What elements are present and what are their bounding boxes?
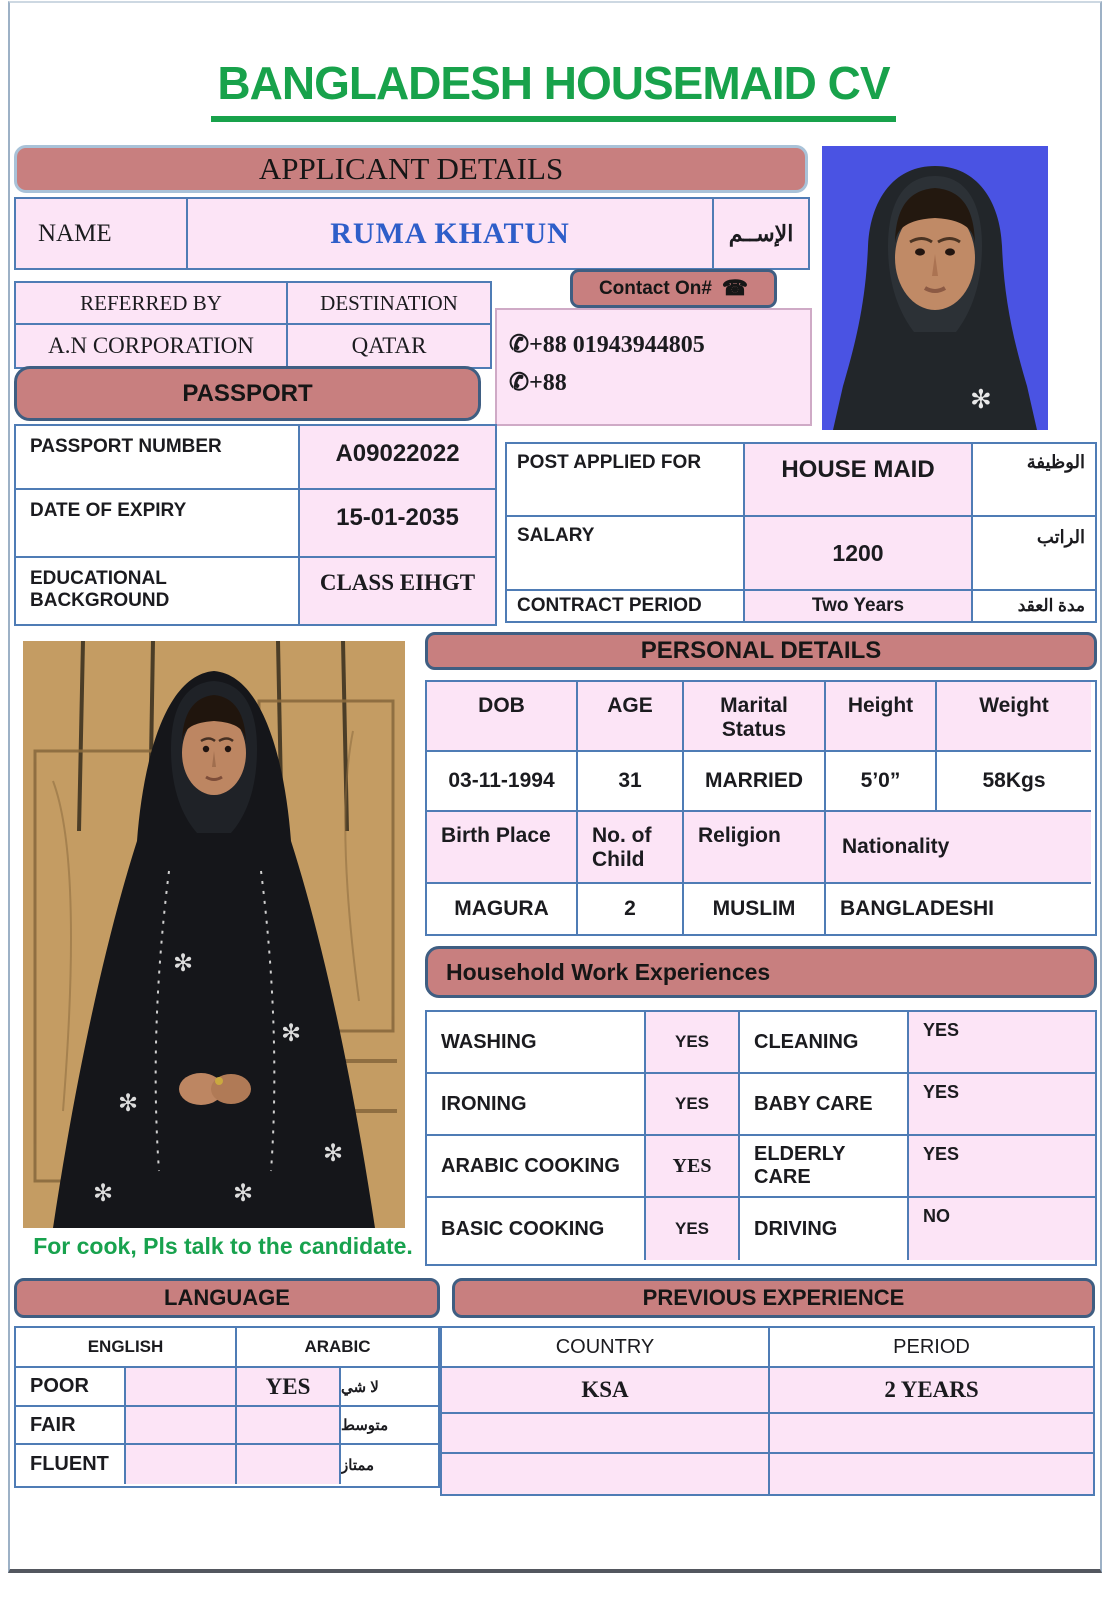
fluent-english-value bbox=[126, 1445, 237, 1484]
period-column-header: PERIOD bbox=[770, 1328, 1093, 1368]
expiry-label: DATE OF EXPIRY bbox=[16, 490, 300, 558]
driving-label: DRIVING bbox=[740, 1198, 909, 1260]
poor-arabic-label: لا شي bbox=[341, 1368, 438, 1407]
contact-bar bbox=[570, 269, 777, 308]
period-value-2 bbox=[770, 1414, 1093, 1454]
height-value: 5’0” bbox=[826, 752, 937, 812]
telephone-icon: ☎ bbox=[721, 277, 749, 300]
phone-number-1: +88 01943944805 bbox=[529, 332, 705, 358]
country-value-3 bbox=[442, 1454, 770, 1494]
age-header: AGE bbox=[578, 682, 684, 752]
previous-experience-table bbox=[440, 1326, 1095, 1496]
english-column-header: ENGLISH bbox=[16, 1328, 237, 1368]
washing-label: WASHING bbox=[427, 1012, 646, 1074]
name-table bbox=[14, 197, 810, 270]
nationality-value: BANGLADESHI bbox=[840, 897, 995, 920]
height-header: Height bbox=[826, 682, 937, 752]
driving-value: NO bbox=[909, 1198, 1095, 1260]
salary-label-arabic: الراتب bbox=[973, 517, 1095, 591]
contract-period-label: CONTRACT PERIOD bbox=[507, 591, 745, 621]
fair-english-value bbox=[126, 1407, 237, 1445]
fluent-arabic-value bbox=[237, 1445, 341, 1484]
svg-text:✻: ✻ bbox=[281, 1020, 302, 1047]
baby-care-label: BABY CARE bbox=[740, 1074, 909, 1136]
period-value-3 bbox=[770, 1454, 1093, 1494]
applicant-details-header bbox=[14, 145, 808, 193]
salary-label: SALARY bbox=[507, 517, 745, 591]
contract-period-value: Two Years bbox=[745, 591, 973, 621]
phone-box bbox=[495, 308, 812, 426]
basic-cooking-label: BASIC COOKING bbox=[427, 1198, 646, 1260]
personal-table bbox=[425, 680, 1097, 936]
country-column-header: COUNTRY bbox=[442, 1328, 770, 1368]
cook-note: For cook, Pls talk to the candidate. bbox=[33, 1233, 413, 1259]
fluent-label: FLUENT bbox=[16, 1445, 126, 1484]
work-experience-title: Household Work Experiences bbox=[446, 958, 771, 985]
no-of-child-header: No. of Child bbox=[578, 812, 684, 884]
work-table bbox=[425, 1010, 1097, 1266]
elderly-care-value: YES bbox=[909, 1136, 1095, 1198]
passport-number-label: PASSPORT NUMBER bbox=[16, 426, 300, 490]
no-of-child-value: 2 bbox=[578, 884, 684, 934]
education-label: EDUCATIONAL BACKGROUND bbox=[16, 558, 300, 624]
phone-receiver-icon: ✆ bbox=[509, 332, 530, 358]
contact-label: Contact On# bbox=[598, 277, 712, 299]
svg-text:✻: ✻ bbox=[118, 1090, 139, 1117]
arabic-column-header: ARABIC bbox=[237, 1328, 438, 1368]
contract-period-label-arabic: مدة العقد bbox=[1017, 596, 1085, 615]
post-applied-value: HOUSE MAID bbox=[745, 444, 973, 517]
marital-status-header: Marital Status bbox=[684, 682, 826, 752]
post-applied-label-arabic: الوظيفة bbox=[973, 444, 1095, 517]
applicant-details-title: APPLICANT DETAILS bbox=[258, 151, 564, 186]
arabic-cooking-label: ARABIC COOKING bbox=[427, 1136, 646, 1198]
destination-label: DESTINATION bbox=[288, 283, 490, 325]
weight-header: Weight bbox=[937, 682, 1091, 752]
name-value: RUMA KHATUN bbox=[188, 199, 714, 268]
salary-value: 1200 bbox=[745, 517, 973, 591]
arabic-cooking-value: YES bbox=[646, 1136, 740, 1198]
svg-text:✻: ✻ bbox=[173, 950, 194, 977]
age-value: 31 bbox=[578, 752, 684, 812]
religion-value: MUSLIM bbox=[684, 884, 826, 934]
name-label-arabic: الإســم bbox=[728, 220, 794, 246]
phone-receiver-icon-2: ✆ bbox=[509, 370, 530, 396]
phone-line-1 bbox=[509, 326, 810, 364]
passport-number-value: A09022022 bbox=[300, 426, 495, 490]
page-title: BANGLADESH HOUSEMAID CV bbox=[211, 56, 895, 122]
personal-details-header bbox=[425, 632, 1097, 670]
expiry-value: 15-01-2035 bbox=[300, 490, 495, 558]
previous-experience-title: PREVIOUS EXPERIENCE bbox=[642, 1285, 905, 1310]
language-header bbox=[14, 1278, 440, 1318]
portrait-photo bbox=[822, 146, 1048, 430]
title-wrap bbox=[0, 56, 1107, 122]
previous-experience-header bbox=[452, 1278, 1095, 1318]
ironing-label: IRONING bbox=[427, 1074, 646, 1136]
elderly-care-label: ELDERLY CARE bbox=[740, 1136, 909, 1198]
weight-value: 58Kgs bbox=[937, 752, 1091, 812]
destination-value: QATAR bbox=[351, 333, 427, 358]
post-applied-label: POST APPLIED FOR bbox=[507, 444, 745, 517]
washing-value: YES bbox=[646, 1012, 740, 1074]
name-label: NAME bbox=[16, 199, 188, 268]
passport-header bbox=[14, 366, 481, 421]
nationality-header: Nationality bbox=[826, 812, 1091, 884]
job-table bbox=[505, 442, 1097, 623]
phone-line-2 bbox=[509, 364, 810, 402]
cleaning-label: CLEANING bbox=[740, 1012, 909, 1074]
education-value: CLASS EIHGT bbox=[300, 558, 495, 624]
dob-header: DOB bbox=[427, 682, 578, 752]
fluent-arabic-label: ممتاز bbox=[341, 1456, 375, 1474]
cleaning-value: YES bbox=[909, 1012, 1095, 1074]
personal-details-title: PERSONAL DETAILS bbox=[640, 637, 882, 664]
country-value-1: KSA bbox=[442, 1368, 770, 1414]
svg-text:✻: ✻ bbox=[233, 1180, 254, 1207]
fair-arabic-value bbox=[237, 1407, 341, 1445]
fair-label: FAIR bbox=[16, 1407, 126, 1445]
dress-star-accent: ✻ bbox=[970, 384, 992, 414]
dob-value: 03-11-1994 bbox=[427, 752, 578, 812]
full-body-photo bbox=[23, 641, 405, 1228]
referral-table bbox=[14, 281, 492, 369]
religion-header: Religion bbox=[684, 812, 826, 884]
basic-cooking-value: YES bbox=[646, 1198, 740, 1260]
fair-arabic-label: متوسط bbox=[341, 1407, 438, 1445]
referred-by-label: REFERRED BY bbox=[16, 283, 288, 325]
phone-number-2: +88 bbox=[529, 370, 567, 396]
ring bbox=[215, 1077, 223, 1085]
birth-place-value: MAGURA bbox=[427, 884, 578, 934]
baby-care-value: YES bbox=[909, 1074, 1095, 1136]
poor-label: POOR bbox=[16, 1368, 126, 1407]
svg-text:✻: ✻ bbox=[323, 1140, 344, 1167]
marital-status-value: MARRIED bbox=[684, 752, 826, 812]
referred-by-value: A.N CORPORATION bbox=[16, 325, 288, 367]
ironing-value: YES bbox=[646, 1074, 740, 1136]
passport-title: PASSPORT bbox=[182, 379, 313, 407]
passport-table bbox=[14, 424, 497, 626]
birth-place-header: Birth Place bbox=[427, 812, 578, 884]
language-title: LANGUAGE bbox=[164, 1285, 290, 1310]
country-value-2 bbox=[442, 1414, 770, 1454]
svg-text:✻: ✻ bbox=[93, 1180, 114, 1207]
poor-arabic-value: YES bbox=[237, 1368, 341, 1407]
language-table bbox=[14, 1326, 440, 1488]
poor-english-value bbox=[126, 1368, 237, 1407]
work-experience-header bbox=[425, 946, 1097, 998]
period-value-1: 2 YEARS bbox=[770, 1368, 1093, 1414]
